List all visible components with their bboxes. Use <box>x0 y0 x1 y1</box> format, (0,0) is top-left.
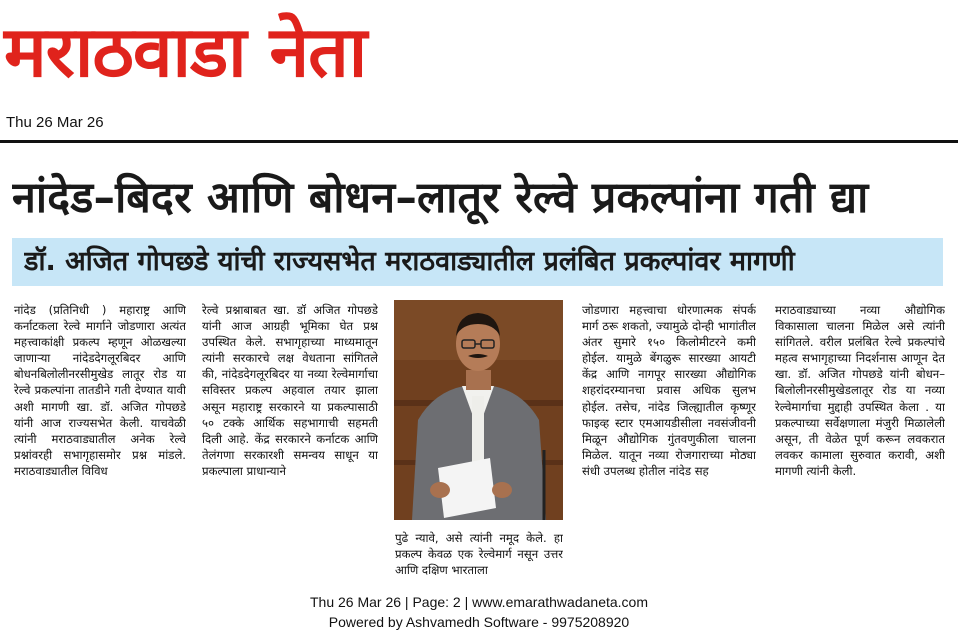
article-headline: नांदेड–बिदर आणि बोधन–लातूर रेल्वे प्रकल्पांना गती द्या <box>12 173 869 223</box>
article-subheadline: डॉ. अजित गोपछडे यांची राज्यसभेत मराठवाड्यातील प्रलंबित प्रकल्पांवर मागणी <box>24 246 795 277</box>
footer-page-info[interactable]: Thu 26 Mar 26 | Page: 2 | www.emarathwadaneta.com <box>309 594 648 610</box>
speaker-illustration <box>394 300 563 520</box>
article-column-1 <box>14 302 186 578</box>
masthead-divider <box>0 140 958 143</box>
footer-powered-by: Powered by Ashvamedh Software - 9975208920 <box>328 614 630 630</box>
article-column-4 <box>582 302 756 578</box>
column-text: जोडणारा महत्त्वाचा धोरणात्मक संपर्क मार्ग ठरू शकतो, ज्यामुळे दोन्ही भागांतील अंतर सुमारे १५० किलोमीटरने कमी होईल. यामुळे बेंगळुरू सारख्या आयटी केंद्र आणि नागपूर सारख्या औद्योगिक शहरांदरम्यानचा प्रवास अधिक सुलभ होईल. तसेच, नांदेड जिल्ह्यातील कृष्णूर फाइव्ह स्टार एमआयडीसीला नवसंजीवनी मिळून औद्योगिक गुंतवणुकीला चालना मिळेल. यातून नव्या रोजगाराच्या मोठ्या संधी उपलब्ध होतील नांदेड सह <box>582 303 756 478</box>
article-column-3 <box>395 530 563 582</box>
masthead <box>4 4 367 108</box>
masthead-logo: मराठवाडा नेता <box>4 11 367 93</box>
column-text: मराठवाड्याच्या नव्या औद्योगिक विकासाला चालना मिळेल असे त्यांनी सांगितले. वरील प्रलंबित रेल्वे प्रकल्पांचे महत्व सभागृहाच्या निदर्शनास आणून देत खा. डॉ. अजित गोपछडे यांनी बोधन–बिलोलीनरसीमुखेडलातूर रोड या नव्या रेल्वेमार्गाचा मुद्दाही उपस्थित केला . या प्रकल्पाच्या सर्वेक्षणाला मंजुरी मिळालेली असून, ती वेळेत पूर्ण करून लवकरात लवकर कामाला सुरुवात करावी, अशी मागणी त्यांनी केली. <box>775 303 945 478</box>
speaker-photo[interactable] <box>394 300 563 520</box>
column-text: रेल्वे प्रश्नाबाबत खा. डॉ अजित गोपछडे यांनी आज आग्रही भूमिका घेत प्रश्न उपस्थित केले. सभागृहाच्या माध्यमातून त्यांनी सरकारचे लक्ष वेधताना सांगितले की, नांदेडदेगलूरबिदर या नव्या रेल्वेमार्गाचा सविस्तर प्रकल्प अहवाल तयार झाला असून महाराष्ट्र सरकारने या प्रकल्पासाठी ५० टक्के आर्थिक सहभागाची सहमती दिली आहे. केंद्र सरकारने कर्नाटक आणि तेलंगणा सरकारशी समन्वय साधून या प्रकल्पाला प्राधान्याने <box>202 303 378 478</box>
edition-date: Thu 26 Mar 26 <box>6 114 104 131</box>
column-text: नांदेड (प्रतिनिधी ) महाराष्ट्र आणि कर्नाटकला रेल्वे मार्गाने जोडणारा अत्यंत महत्त्वाकांक्षी प्रकल्प म्हणून ओळखल्या जाणाऱ्या नांदेडदेगलूरबिदर आणि बोधनबिलोलीनरसीमुखेड लातूर रोड या रेल्वे प्रकल्पांना तातडीने गती देण्यात यावी अशी मागणी खा. डॉ. अजित गोपछडे यांनी आज राज्यसभेत केली. याचवेळी त्यांनी मराठवाड्यातील अनेक रेल्वे प्रश्नांवरही सभागृहासमोर प्रश्न मांडले. मराठवाड्यातील विविध <box>14 303 186 478</box>
article-column-5 <box>775 302 945 578</box>
article-column-2 <box>202 302 378 578</box>
column-text: पुढे न्यावे, असे त्यांनी नमूद केले. हा प्रकल्प केवळ एक रेल्वेमार्ग नसून उत्तर आणि दक्षिण भारताला <box>395 531 563 578</box>
